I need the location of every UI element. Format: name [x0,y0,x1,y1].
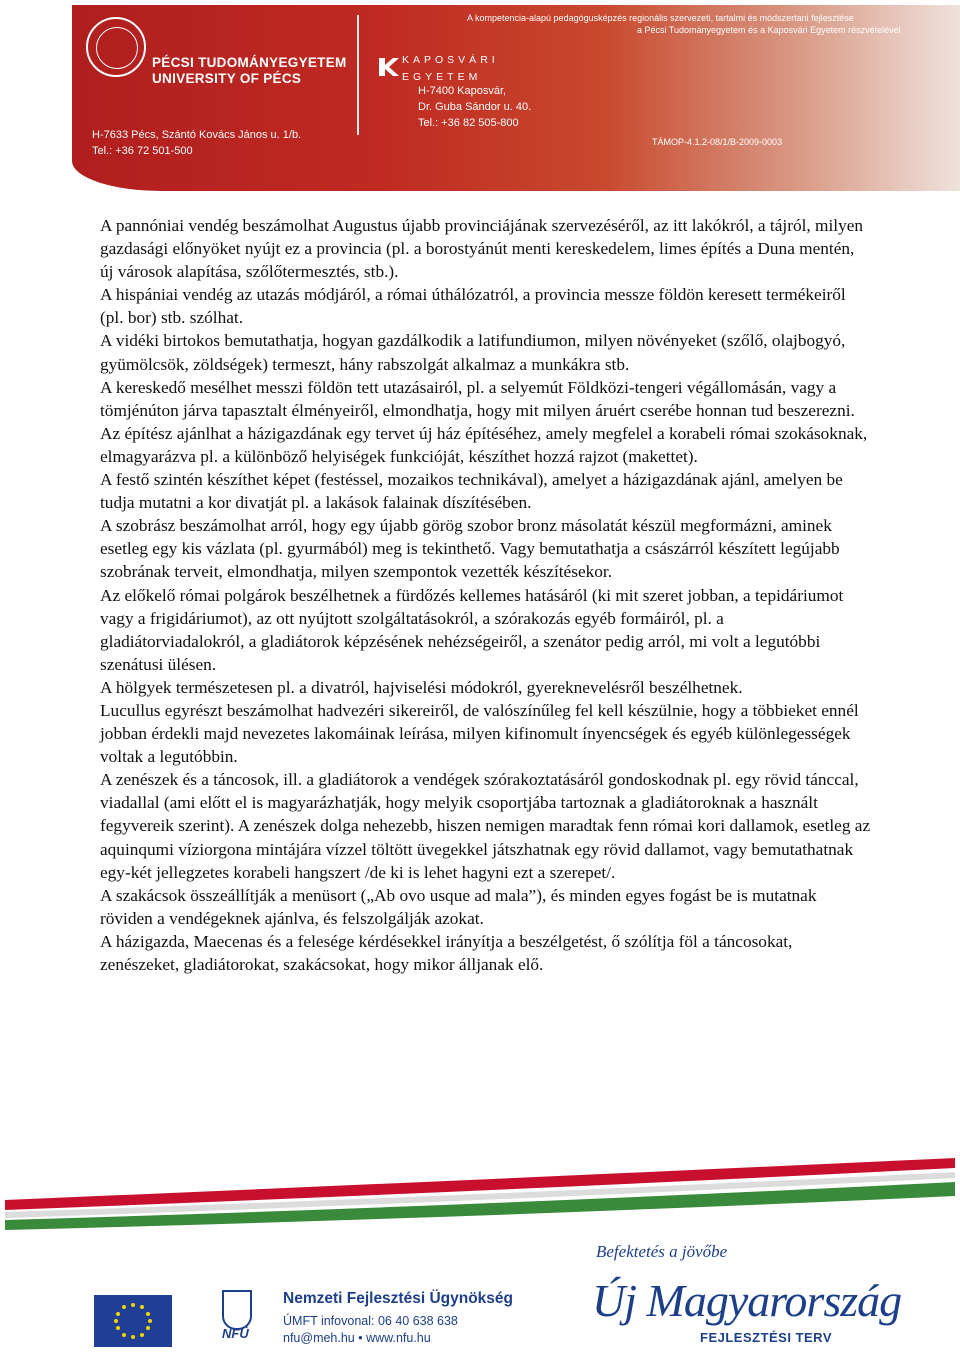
hungarian-crest-icon [222,1290,252,1330]
paragraph: A hölgyek természetesen pl. a divatról, hajviselési módokról, gyereknevelésről beszélhetnek. [100,677,743,697]
kaposvar-address-line2: Dr. Guba Sándor u. 40. [418,101,532,113]
paragraph: A vidéki birtokos bemutathatja, hogyan gazdálkodik a latifundiumon, milyen növényeket (szőlő, olajbogyó, gyümölcsök, zöldségek) termeszt, hány rabszolgát alkalmaz a munkákra stb. [100,331,846,374]
slogan: Befektetés a jövőbe [596,1242,728,1261]
paragraph: A hispániai vendég az utazás módjáról, a római úthálózatról, a provincia messze földön keresett termékeiről (pl. bor) stb. szólhat. [100,285,846,328]
pecs-address-line: H-7633 Pécs, Szántó Kovács János u. 1/b. [92,129,302,141]
kaposvar-name-line2: EGYETEM [402,71,482,83]
eu-flag-icon [94,1295,172,1347]
project-code: TÁMOP-4.1.2-08/1/B-2009-0003 [652,137,783,147]
agency-name: Nemzeti Fejlesztési Ügynökség [283,1290,513,1307]
paragraph: A zenészek és a táncosok, ill. a gladiátorok a vendégek szórakoztatásáról gondoskodnak pl. egy rövid tánccal, viadallal (ami előtt el is magyarázhatják, hogy melyik csoportjába tartoznak a gladiátoroknak a használt fegyvereik szerint). A zenészek dolga nehezebb, hiszen nemigen maradtak fenn római kori dallamok, esetleg az aquinqumi víziorgona mintájára vízzel töltött üvegekkel játszhatnak egy rövid dallamot, vagy bemutathatnak egy-két jellegzetes korabeli hangszert /de ki is lehet hagyni ezt a szerepet/. [100,770,871,882]
contact-links: nfu@meh.hu • www.nfu.hu [283,1331,431,1345]
plan-title: Új Magyarország [592,1275,902,1326]
kaposvar-address-line1: H-7400 Kaposvár, [418,85,507,97]
kaposvar-phone: Tel.: +36 82 505-800 [418,117,519,129]
project-description-line2: a Pécsi Tudományegyetem és a Kaposvári Egyetem részvételével [637,25,901,35]
paragraph: A festő szintén készíthet képet (festéssel, mozaikos technikával), amelyet a házigazdának ajánl, amelyen be tudja mutatni a kor divatját pl. a lakások falainak díszítésében. [100,470,843,513]
project-description [467,12,901,36]
paragraph: A szakácsok összeállítják a menüsort („Ab ovo usque ad mala”), és minden egyes fogást be is mutatnak röviden a vendégeknek ajánlva, és felszolgálják azokat. [100,885,817,928]
header-divider [357,15,359,135]
university-seal-icon [86,17,146,77]
header-banner [72,5,960,191]
project-description-line1: A kompetencia-alapú pedagógusképzés regionális szervezeti, tartalmi és módszertani fejlesztése [467,13,854,23]
paragraph: A szobrász beszámolhat arról, hogy egy újabb görög szobor bronz másolatát készül megformázni, aminek esetleg egy kis vázlata (pl. gyurmából) meg is tekinthető. Vagy bemutathatja a császárról készített legújabb szobrának terveit, elmondhatja, milyen szempontok vezették készítésekor. [100,516,840,582]
kaposvar-name-line1: KAPOSVÁRI [402,54,499,66]
infovonal: ÚMFT infovonal: 06 40 638 638 [283,1314,458,1328]
paragraph: Az építész ajánlhat a házigazdának egy tervet új ház építéséhez, amely megfelel a korabeli római szokásoknak, elmagyarázva pl. a különböző helyiségek funkcióját, készíthet hozzá rajzot (makettet). [100,423,868,466]
university-name [152,55,347,87]
university-name-en: UNIVERSITY OF PÉCS [152,71,302,86]
paragraph: A kereskedő mesélhet messzi földön tett utazásairól, pl. a selyemút Földközi-tengeri végállomásán, vagy a tömjénúton járva tapasztalt élményeiről, elmondhatja, hogy mit milyen áruért cserébe honnan tud beszerezni. [100,377,855,420]
pecs-address [92,127,301,159]
agency-contact [283,1313,458,1347]
document-body [100,214,872,976]
paragraph: A pannóniai vendég beszámolhat Augustus újabb provinciájának szervezéséről, az itt lakókról, a tájról, milyen gazdasági előnyöket nyújt ez a provincia (pl. a borostyánút menti kereskedelem, limes építés a Duna mentén, új városok alapítása, szőlőtermesztés, stb.). [100,216,864,282]
kaposvar-name [402,52,499,86]
university-name-hu: PÉCSI TUDOMÁNYEGYETEM [152,55,347,70]
kaposvar-logo-icon [377,55,401,79]
plan-subtitle: FEJLESZTÉSI TERV [700,1330,833,1345]
kaposvar-address [418,83,531,131]
paragraph: Lucullus egyrészt beszámolhat hadvezéri sikereiről, de valószínűleg fel kell készülnie, hogy a többieket ennél jobban érdekli majd nevezetes lakomáinak leírása, milyen kifinomult ínyencségek és egyéb különlegességek voltak a legutóbbin. [100,700,859,767]
pecs-phone: Tel.: +36 72 501-500 [92,145,193,157]
nfu-label: NFÜ [222,1326,249,1341]
paragraph: A házigazda, Maecenas és a felesége kérdésekkel irányítja a beszélgetést, ő szólítja föl a táncosokat, zenészeket, gladiátorokat, szakácsokat, hogy mikor álljanak elő. [100,931,793,974]
paragraph: Az előkelő római polgárok beszélhetnek a fürdőzés kellemes hatásáról (ki mit szeret jobban, a tepidáriumot vagy a frigidáriumot), az ott nyújtott szolgáltatásokról, a szórakozás egyéb formáiról, pl. a gladiátorviadalokról, a gladiátorok képzésének nehézségeiről, a szenátor pedig arról, mi volt a legutóbbi szenátusi ülésen. [100,585,844,674]
